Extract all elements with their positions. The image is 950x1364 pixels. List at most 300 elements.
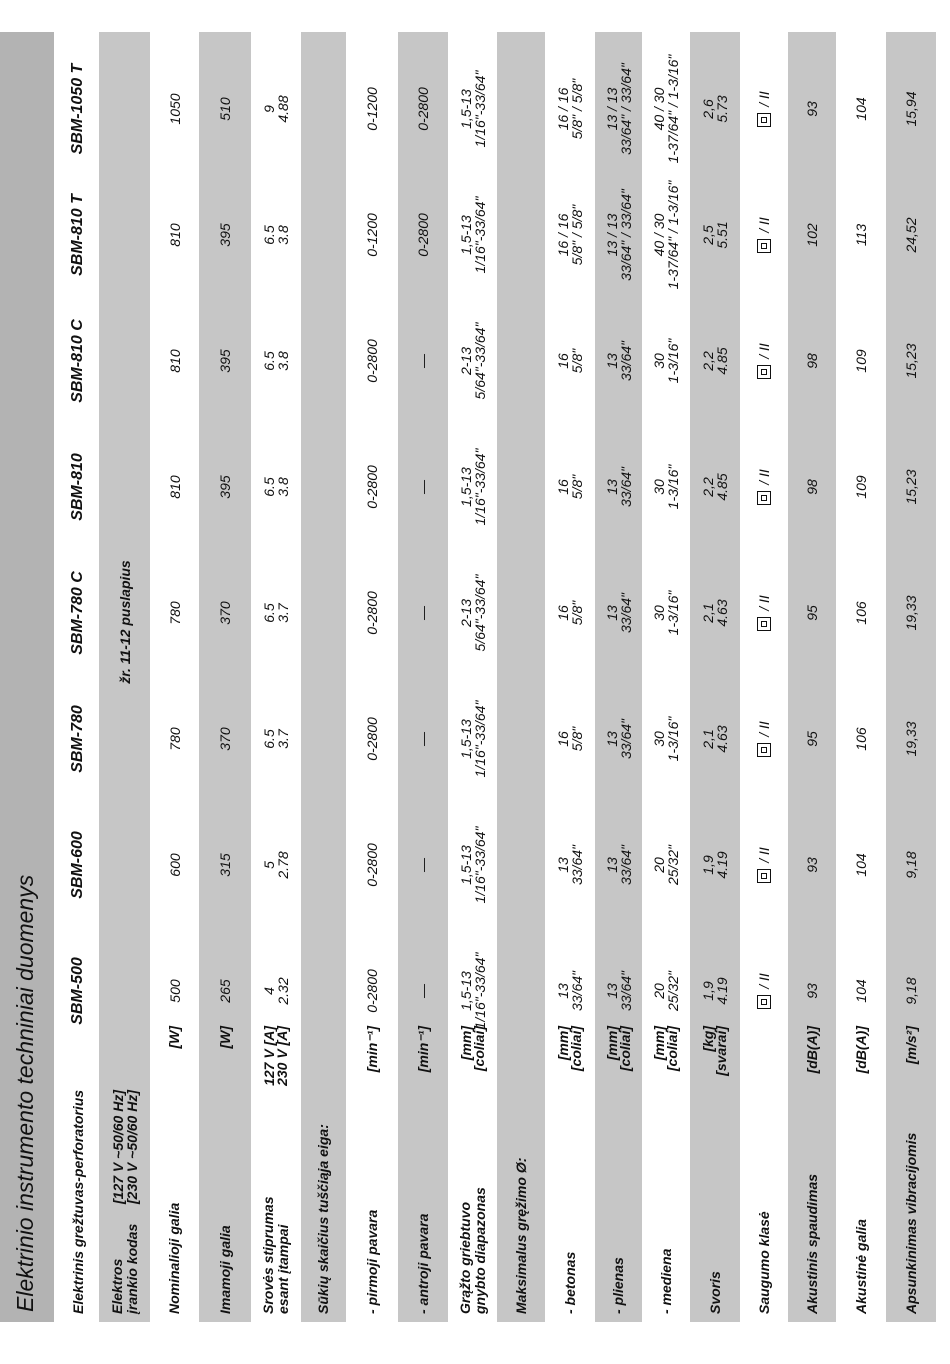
value-text: 102 [804,223,820,247]
value-line: 1,5-13 [457,719,474,759]
value-line: 40 / 30 [651,87,667,131]
row-label [150,1114,199,1314]
value-text: 265 [217,979,233,1003]
value-text: 0-2800 [364,717,380,761]
value-text: 810 [166,223,183,247]
value-cell [788,172,836,298]
value-text: 9,18 [903,977,919,1005]
value-cell [690,550,740,676]
value-cell [150,424,199,550]
value-line: 33/64" [617,971,634,1012]
row-label [398,1114,448,1314]
value-text: — [415,858,431,872]
value-line: 1/16"-33/64" [471,70,488,148]
unit-line: [kg] [700,1026,716,1052]
value-line: 33/64" [617,341,634,382]
unit-text: [W] [216,1026,233,1049]
value-line: 5/8" [569,600,585,626]
unit-line: [coliai] [616,1026,633,1072]
value-cell [150,550,199,676]
value-line: 16 [555,605,571,621]
value-line: 13 [603,857,620,873]
value-cell [150,676,199,802]
value-text: 780 [166,727,183,751]
value-cell [886,46,936,172]
value-line: 2,2 [700,477,716,497]
value-cell [595,550,642,676]
value-line: 1/16"-33/64" [471,700,488,778]
value-text: 0-2800 [364,465,380,509]
value-cell [788,802,836,928]
unit-line: [coliai] [568,1026,584,1072]
value-line: 6.5 [261,603,277,623]
value-cell [398,550,448,676]
row-label [545,1114,595,1314]
value-text: 0-2800 [415,87,431,131]
unit-line: 127 V [A] [261,1026,277,1086]
value-cell [251,172,301,298]
value-line: 13 [603,605,620,621]
value-line: 13 [555,857,571,873]
label-line: įrankio kodas [123,1223,140,1314]
value-line: 13 / 13 [603,213,620,257]
value-cell [642,676,690,802]
value-line: 3.7 [275,729,291,749]
value-text: 395 [217,475,233,499]
value-text: 600 [166,853,183,877]
value-text: 500 [166,979,183,1003]
value-cell [199,802,251,928]
value-line: 2,1 [700,729,716,749]
value-text: 93 [804,857,820,873]
value-text: 109 [853,349,869,373]
value-line: 4.19 [714,977,730,1005]
value-line: 4 [261,987,277,995]
protection-class: / II [756,721,772,737]
value-line: 25/32" [665,971,681,1012]
value-line: 16 [555,731,571,747]
protection-class: / II [756,973,772,989]
value-line: 5/8" [569,474,585,500]
value-cell [788,928,836,1054]
value-cell [448,46,497,172]
value-cell [886,550,936,676]
value-cell [545,424,595,550]
value-text: — [415,984,431,998]
label-text: - pirmoji pavara [363,1209,380,1314]
row-label [690,1114,740,1314]
value-cell [398,928,448,1054]
value-line: 9 [261,105,277,113]
value-text: 810 [166,349,183,373]
row-steel [595,32,642,1322]
value-line: 1/16"-33/64" [471,826,488,904]
value-line: 13 [555,983,571,999]
value-cell [398,298,448,424]
unit-line: [127 V ~50/60 Hz] [109,1089,126,1204]
value-cell [199,550,251,676]
label-line: Elektros [108,1258,125,1314]
value-cell [690,802,740,928]
value-line: 5/8" / 5/8" [569,78,585,140]
row-label [595,1114,642,1314]
value-text: 395 [217,349,233,373]
label-text: Nominalioji galia [166,1202,182,1314]
value-text: 0-1200 [364,87,380,131]
model-name: SBM-1050 T [69,63,86,155]
value-line: 5.51 [714,221,730,249]
value-line: 16 / 16 [555,87,571,131]
row-label [740,1114,788,1314]
row-label-text: Elektrinis grežtuvas-perforatorius [69,1089,86,1314]
value-cell [448,550,497,676]
value-text: 106 [853,601,869,625]
value-line: 13 [603,731,620,747]
section-text: Maksimalus gręžimo Ø: [512,1157,529,1314]
value-line: 33/64" [569,971,585,1012]
value-cell [199,676,251,802]
value-line: 1,9 [700,981,716,1001]
value-cell [690,172,740,298]
model-name: SBM-780 C [69,571,86,655]
model-header [57,172,99,298]
value-text: 0-1200 [364,213,380,257]
value-cell [642,928,690,1054]
value-line: 33/64" / 33/64" [617,63,634,155]
protection-class: / II [756,91,772,107]
value-line: 2.78 [275,851,291,879]
model-name: SBM-500 [69,957,86,1025]
model-name: SBM-810 T [69,194,86,276]
value-text: 315 [217,853,233,877]
row-label [199,1114,251,1314]
value-line: 1/16"-33/64" [471,448,488,526]
model-header [57,802,99,928]
value-line: 20 [651,857,667,873]
value-line: 16 [555,479,571,495]
value-line: 33/64" [617,845,634,886]
row-unit [99,1024,150,1204]
value-text: 93 [804,101,820,117]
value-text: 93 [804,983,820,999]
value-cell [545,46,595,172]
row-chuck [448,32,497,1322]
row-header [57,32,99,1322]
value-cell [788,46,836,172]
value-text: 510 [217,97,233,121]
row-label [346,1114,398,1314]
value-line: 3.8 [275,225,291,245]
value-cell [251,928,301,1054]
value-line: 2.32 [275,977,291,1005]
value-line: 33/64" [569,845,585,886]
value-line: 5/8" [569,348,585,374]
value-cell [150,298,199,424]
value-cell [595,172,642,298]
value-text: 780 [166,601,183,625]
value-line: 13 [603,983,620,999]
value-line: 4.63 [714,725,730,753]
protection-class: / II [756,469,772,485]
double-insulation-icon [757,491,771,505]
row-consumed [199,32,251,1322]
value-text: 370 [217,601,233,625]
value-line: 4.63 [714,599,730,627]
value-text: 104 [853,853,869,877]
label-text: - plienas [610,1257,626,1314]
value-cell [740,676,788,802]
value-cell [346,676,398,802]
unit-text: [min⁻¹] [363,1026,380,1073]
unit-line: [coliai] [470,1026,487,1072]
value-cell [595,802,642,928]
value-line: 5/64"-33/64" [471,574,488,652]
row-concrete [545,32,595,1322]
value-text: 15,23 [903,469,919,505]
label-text: - betonas [561,1251,578,1314]
model-name: SBM-780 [69,705,86,773]
label-text: Akustinė galia [852,1219,869,1314]
value-cell [199,298,251,424]
model-header [57,424,99,550]
value-cell [642,550,690,676]
value-line: 33/64" [617,467,634,508]
value-line: 30 [651,731,667,747]
value-cell [595,676,642,802]
value-line: 2-13 [457,599,474,628]
value-cell [836,550,886,676]
value-cell [690,928,740,1054]
value-cell [150,802,199,928]
value-cell [346,46,398,172]
value-line: 5 [261,861,277,869]
value-cell [836,424,886,550]
value-text: 104 [853,979,869,1003]
value-cell [740,298,788,424]
value-line: 2,1 [700,603,716,623]
note-text: žr. 11-12 puslapius [116,560,133,684]
value-text: 395 [217,223,233,247]
model-name: SBM-810 C [69,319,86,403]
value-line: 16 / 16 [555,213,571,257]
value-cell [788,424,836,550]
unit-line: [mm] [457,1026,474,1061]
value-cell [398,676,448,802]
row-gear2 [398,32,448,1322]
value-cell [886,676,936,802]
value-cell [251,298,301,424]
value-cell [448,928,497,1054]
value-line: 6.5 [261,351,277,371]
double-insulation-icon [757,113,771,127]
value-text: 24,52 [903,217,919,253]
row-label [642,1114,690,1314]
value-line: 6.5 [261,729,277,749]
code-note [99,502,150,742]
label-line: Grąžto griebtuvo [456,1201,473,1314]
model-header [57,46,99,172]
unit-text: [min⁻¹] [414,1026,431,1073]
value-line: 1,5-13 [457,89,474,129]
value-line: 5/64"-33/64" [471,322,488,400]
value-text: 95 [804,605,820,621]
value-cell [740,802,788,928]
value-line: 5.73 [714,95,730,123]
label-line: gnybto diapazonas [471,1187,488,1314]
label-line: esant įtampai [275,1224,291,1314]
value-cell [199,172,251,298]
row-speed-section [301,32,346,1322]
value-text: 810 [166,475,183,499]
row-current [251,32,301,1322]
value-cell [398,424,448,550]
value-cell [886,424,936,550]
value-cell [740,424,788,550]
value-text: 19,33 [903,595,919,631]
value-text: 0-2800 [415,213,431,257]
model-header [57,550,99,676]
value-line: 3.7 [275,603,291,623]
row-weight [690,32,740,1322]
value-cell [150,928,199,1054]
value-line: 5/8" [569,726,585,752]
value-cell [448,676,497,802]
value-cell [886,172,936,298]
value-text: 95 [804,731,820,747]
value-cell [545,802,595,928]
value-cell [642,802,690,928]
value-line: 4.85 [714,473,730,501]
value-line: 1-37/64" / 1-3/16" [665,54,681,164]
value-cell [740,928,788,1054]
value-cell [150,172,199,298]
value-cell [545,298,595,424]
unit-line: [coliai] [664,1026,680,1072]
double-insulation-icon [757,869,771,883]
double-insulation-icon [757,239,771,253]
value-cell [199,46,251,172]
value-line: 1,5-13 [457,845,474,885]
value-text: 1050 [166,93,183,125]
double-insulation-icon [757,365,771,379]
unit-text: [m/s²] [902,1026,919,1065]
value-text: 109 [853,475,869,499]
value-cell [346,424,398,550]
label-text: Akustinis spaudimas [803,1173,820,1314]
value-line: 6.5 [261,477,277,497]
label-text: Apsunkinimas vibracijomis [902,1132,919,1314]
value-cell [346,928,398,1054]
value-line: 30 [651,479,667,495]
row-vibration [886,32,936,1322]
label-text: Svoris [706,1271,723,1314]
value-line: 1-3/16" [665,590,681,636]
value-line: 4.88 [275,95,291,123]
row-wood [642,32,690,1322]
unit-line: [mm] [651,1026,667,1061]
value-text: 106 [853,727,869,751]
protection-class: / II [756,595,772,611]
value-cell [886,802,936,928]
label-text: Saugumo klasė [755,1211,772,1314]
value-text: 0-2800 [364,339,380,383]
value-cell [448,298,497,424]
unit-line: 230 V [A] [274,1026,290,1086]
value-text: 9,18 [903,851,919,879]
value-cell [545,172,595,298]
value-cell [595,298,642,424]
value-line: 13 [603,353,620,369]
value-cell [398,802,448,928]
value-text: — [415,732,431,746]
value-text: 370 [217,727,233,751]
value-line: 5/8" / 5/8" [569,204,585,266]
row-label [448,1114,497,1314]
value-cell [690,676,740,802]
value-cell [251,550,301,676]
value-cell [788,550,836,676]
value-cell [642,46,690,172]
value-line: 2,6 [700,99,716,119]
row-power [836,32,886,1322]
value-line: 1-3/16" [665,464,681,510]
row-protection [740,32,788,1322]
value-cell [690,424,740,550]
value-line: 1,5-13 [457,971,474,1011]
value-cell [836,298,886,424]
value-line: 33/64" [617,719,634,760]
value-cell [199,424,251,550]
value-cell [788,676,836,802]
value-line: 1/16"-33/64" [471,196,488,274]
value-line: 3.8 [275,477,291,497]
value-cell [251,46,301,172]
value-cell [836,928,886,1054]
value-text: 113 [853,223,869,247]
value-line: 25/32" [665,845,681,886]
value-text: 19,33 [903,721,919,757]
value-cell [836,676,886,802]
value-cell [251,424,301,550]
row-label [251,1114,301,1314]
value-line: 33/64" / 33/64" [617,189,634,281]
value-text: 15,23 [903,343,919,379]
section-text: Sūkių skaičius tuščiąja eiga: [315,1124,331,1314]
value-line: 1,9 [700,855,716,875]
section-label [301,914,346,1314]
row-label [57,1014,99,1314]
value-text: 104 [853,97,869,121]
protection-class: / II [756,343,772,359]
model-header [57,298,99,424]
value-line: 1,5-13 [457,467,474,507]
value-cell [836,802,886,928]
row-gear1 [346,32,398,1322]
value-cell [545,550,595,676]
value-text: 98 [804,353,820,369]
row-pressure [788,32,836,1322]
value-line: 30 [651,353,667,369]
value-cell [788,298,836,424]
value-text: — [415,354,431,368]
label-text: - antroji pavara [414,1213,431,1314]
value-cell [545,928,595,1054]
value-cell [448,172,497,298]
value-text: 0-2800 [364,591,380,635]
value-cell [448,424,497,550]
value-cell [740,172,788,298]
value-line: 4.19 [714,851,730,879]
